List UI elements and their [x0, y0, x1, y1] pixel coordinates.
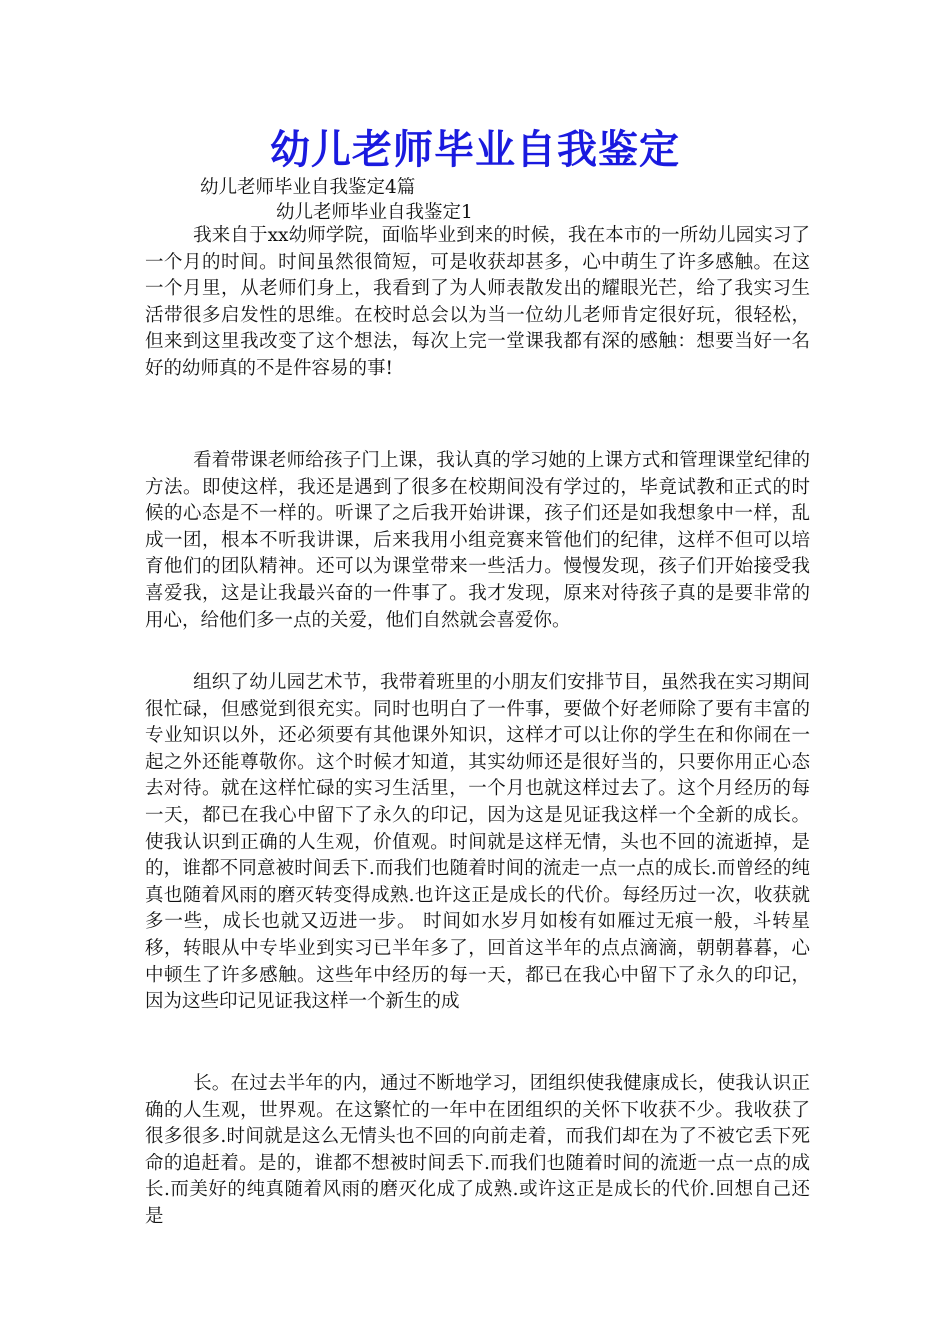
document-title: 幼儿老师毕业自我鉴定 — [270, 127, 680, 173]
paragraph-1: 我来自于xx幼师学院，面临毕业到来的时候，我在本市的一所幼儿园实习了一个月的时间。时间虽然很简短，可是收获却甚多，心中萌生了许多感触。在这一个月里，从老师们身上，我看到了为人师表散发出的耀眼光芒，给了我实习生活带很多启发性的思维。在校时总会以为当一位幼儿老师肯定很好玩，很轻松，但来到这里我改变了这个想法，每次上完一堂课我都有深的感触：想要当好一名好的幼师真的不是件容易的事! — [145, 225, 810, 379]
paragraph-4: 长。在过去半年的内，通过不断地学习，团组织使我健康成长，使我认识正确的人生观，世界观。在这繁忙的一年中在团组织的关怀下收获不少。我收获了很多很多.时间就是这么无情头也不回的向前走着，而我们却在为了不被它丢下死命的追赶着。是的，谁都不想被时间丢下.而我们也随着时间的流逝一点一点的成长.而美好的纯真随着风雨的磨灭化成了成熟.或许这正是成长的代价.回想自己还是 — [145, 1073, 810, 1227]
section-heading: 幼儿老师毕业自我鉴定1 — [276, 202, 473, 223]
paragraph-3: 组织了幼儿园艺术节，我带着班里的小朋友们安排节目，虽然我在实习期间很忙碌，但感觉到很充实。同时也明白了一件事，要做个好老师除了要有丰富的专业知识以外，还必须要有其他课外知识，这样才可以让你的学生在和你闹在一起之外还能尊敬你。这个时候才知道，其实幼师还是很好当的，只要你用正心态去对待。就在这样忙碌的实习生活里，一个月也就这样过去了。这个月经历的每一天，都已在我心中留下了永久的印记，因为这是见证我这样一个全新的成长。使我认识到正确的人生观，价值观。时间就是这样无情，头也不回的流逝掉，是的，谁都不同意被时间丢下.而我们也随着时间的流走一点一点的成长.而曾经的纯真也随着风雨的磨灭转变得成熟.也许这正是成长的代价。每经历过一次，收获就多一些，成长也就又迈进一步。 时间如水岁月如梭有如雁过无痕一般，斗转星移，转眼从中专毕业到实习已半年多了，回首这半年的点点滴滴，朝朝暮暮，心中顿生了许多感触。这些年中经历的每一天，都已在我心中留下了永久的印记，因为这些印记见证我这样一个新生的成 — [145, 672, 810, 1013]
paragraph-2: 看着带课老师给孩子门上课，我认真的学习她的上课方式和管理课堂纪律的方法。即使这样，我还是遇到了很多在校期间没有学过的，毕竟试教和正式的时候的心态是不一样的。听课了之后我开始讲课，孩子们还是如我想象中一样，乱成一团，根本不听我讲课，后来我用小组竞赛来管他们的纪律，这样不但可以培育他们的团队精神。还可以为课堂带来一些活力。慢慢发现，孩子们开始接受我喜爱我，这是让我最兴奋的一件事了。我才发现，原来对待孩子真的是要非常的用心，给他们多一点的关爱，他们自然就会喜爱你。 — [145, 450, 810, 631]
document-subtitle: 幼儿老师毕业自我鉴定4篇 — [200, 177, 416, 198]
